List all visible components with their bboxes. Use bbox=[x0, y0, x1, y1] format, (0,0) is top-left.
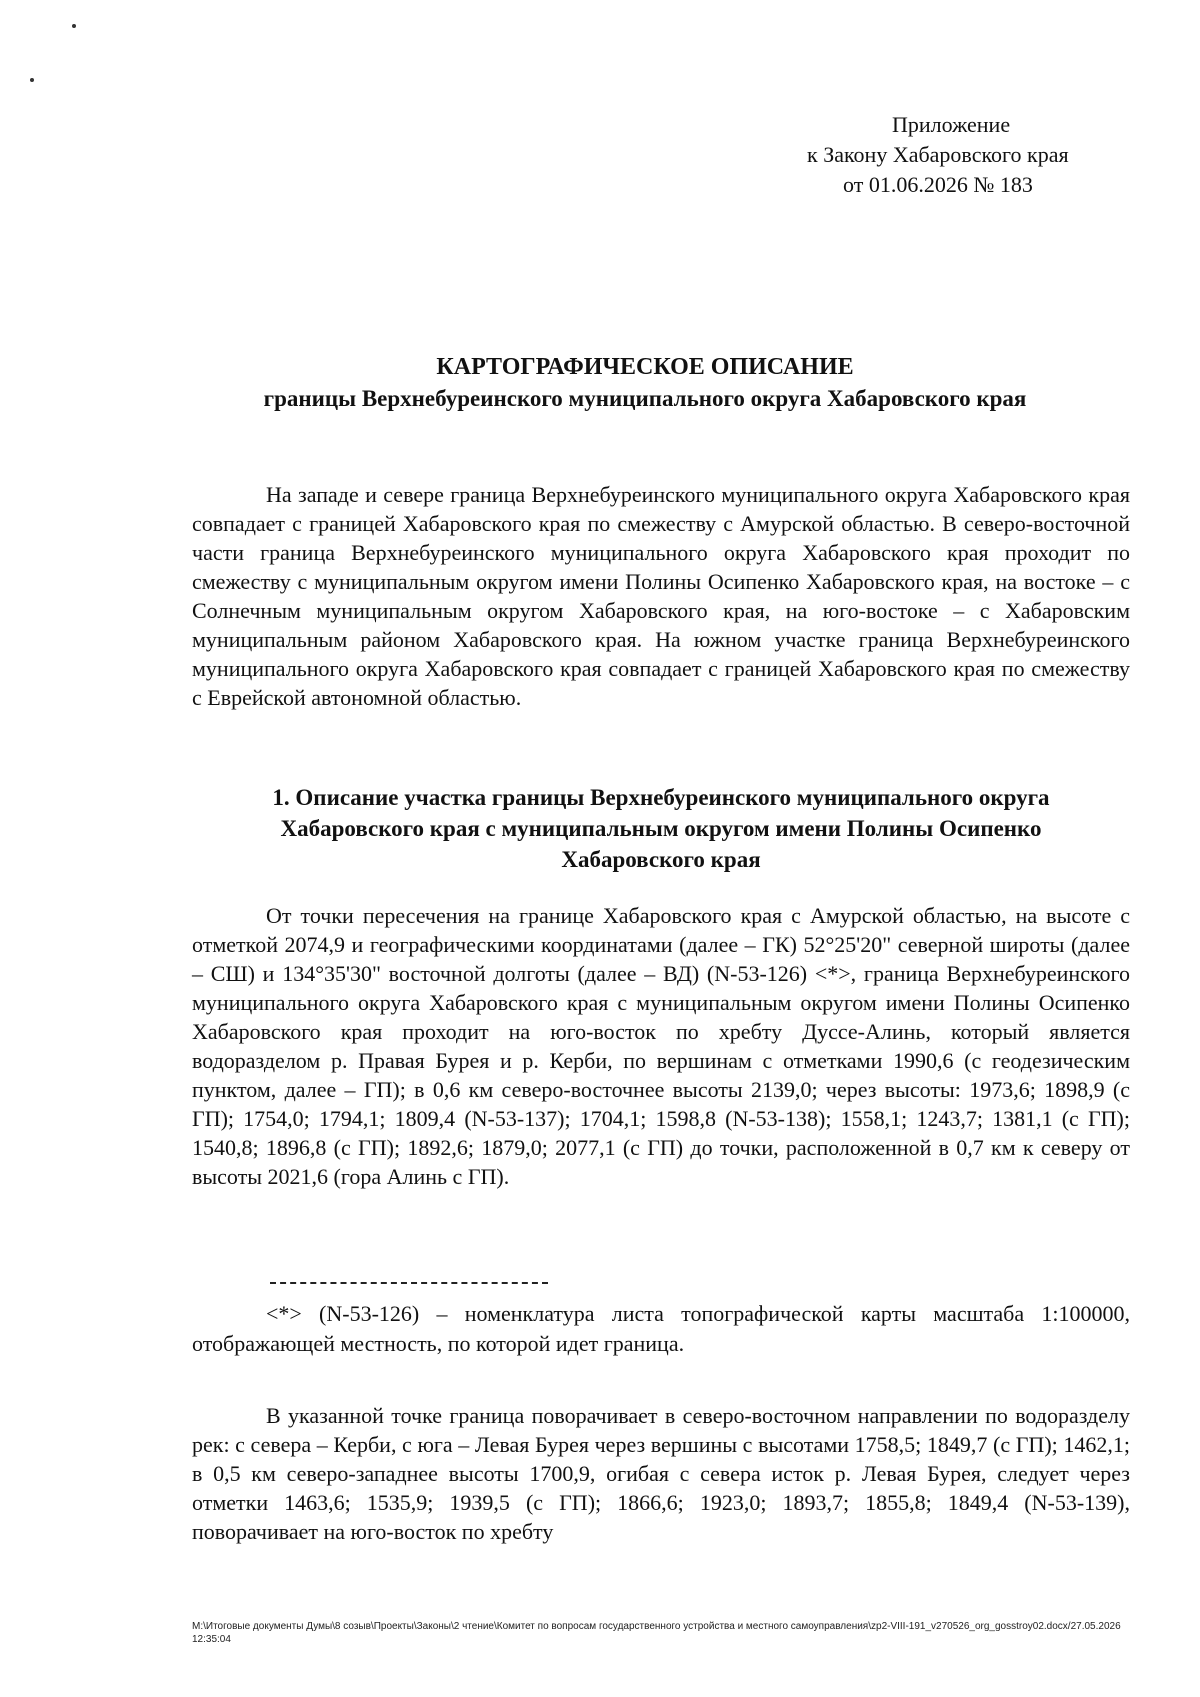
section-1-heading-line: 1. Описание участка границы Верхнебуреинского муниципального округа bbox=[272, 785, 1050, 810]
footnote-separator bbox=[270, 1282, 548, 1284]
document-title-main: КАРТОГРАФИЧЕСКОЕ ОПИСАНИЕ bbox=[436, 354, 854, 380]
document-title bbox=[180, 352, 1110, 414]
scan-speck bbox=[72, 24, 76, 28]
footnote: <*> (N-53-126) – номенклатура листа топографической карты масштаба 1:100000, отображающей местность, по которой идет граница. bbox=[192, 1301, 1130, 1356]
annex-label: Приложение bbox=[892, 112, 1011, 137]
annex-header bbox=[790, 110, 1150, 200]
intro-paragraph: На западе и севере граница Верхнебуреинского муниципального округа Хабаровского края совпадает с границей Хабаровского края по смежеству с Амурской областью. В северо-восточной части граница Верхнебуреинского муниципального округа Хабаровского края проходит по смежеству с муниципальным округом имени Полины Осипенко Хабаровского края, на востоке – с Солнечным муниципальным округом Хабаровского края, на юго-востоке – с Хабаровским муниципальным районом Хабаровского края. На южном участке граница Верхнебуреинского муниципального округа Хабаровского края совпадает с границей Хабаровского края по смежеству с Еврейской автономной областью. bbox=[192, 482, 1130, 710]
section-1-paragraph-1: От точки пересечения на границе Хабаровского края с Амурской областью, на высоте с отметкой 2074,9 и географическими координатами (далее – ГК) 52°25'20" северной широты (далее – СШ) и 134°35'30" восточной долготы (далее – ВД) (N-53-126) <*>, граница Верхнебуреинского муниципального округа Хабаровского края с муниципальным округом имени Полины Осипенко Хабаровского края проходит на юго-восток по хребту Дуссе-Алинь, который является водоразделом р. Правая Бурея и р. Керби, по вершинам с отметками 1990,6 (с геодезическим пунктом, далее – ГП); в 0,6 км северо-восточнее высоты 2139,0; через высоты: 1973,6; 1898,9 (с ГП); 1754,0; 1794,1; 1809,4 (N-53-137); 1704,1; 1598,8 (N-53-138); 1558,1; 1243,7; 1381,1 (с ГП); 1540,8; 1896,8 (с ГП); 1892,6; 1879,0; 2077,1 (с ГП) до точки, расположенной в 0,7 км к северу от высоты 2021,6 (гора Алинь с ГП). bbox=[192, 903, 1130, 1189]
annex-law-reference: к Закону Хабаровского края bbox=[807, 142, 1069, 167]
annex-law-date-number: от 01.06.2026 № 183 bbox=[843, 172, 1033, 197]
scan-speck bbox=[30, 78, 34, 82]
section-1-heading-line: Хабаровского края с муниципальным округом имени Полины Осипенко bbox=[280, 816, 1042, 841]
section-1-heading-line: Хабаровского края bbox=[561, 847, 761, 872]
section-1-paragraph-2: В указанной точке граница поворачивает в северо-восточном направлении по водоразделу рек: с севера – Керби, с юга – Левая Бурея через вершины с высотами 1758,5; 1849,7 (с ГП); 1462,1; в 0,5 км северо-западнее высоты 1700,9, огибая с севера исток р. Левая Бурея, следует через отметки 1463,6; 1535,9; 1939,5 (с ГП); 1866,6; 1923,0; 1893,7; 1855,8; 1849,4 (N-53-139), поворачивает на юго-восток по хребту bbox=[192, 1403, 1130, 1544]
section-1-heading bbox=[192, 782, 1130, 875]
document-title-subtitle: границы Верхнебуреинского муниципального округа Хабаровского края bbox=[263, 386, 1027, 411]
file-path-footer: M:\Итоговые документы Думы\8 созыв\Проекты\Законы\2 чтение\Комитет по вопросам государственного устройства и местного самоуправления\zp2-VIII-191_v270526_org_gosstroy02.docx/27.05.2026 12:35:04 bbox=[192, 1621, 1121, 1645]
